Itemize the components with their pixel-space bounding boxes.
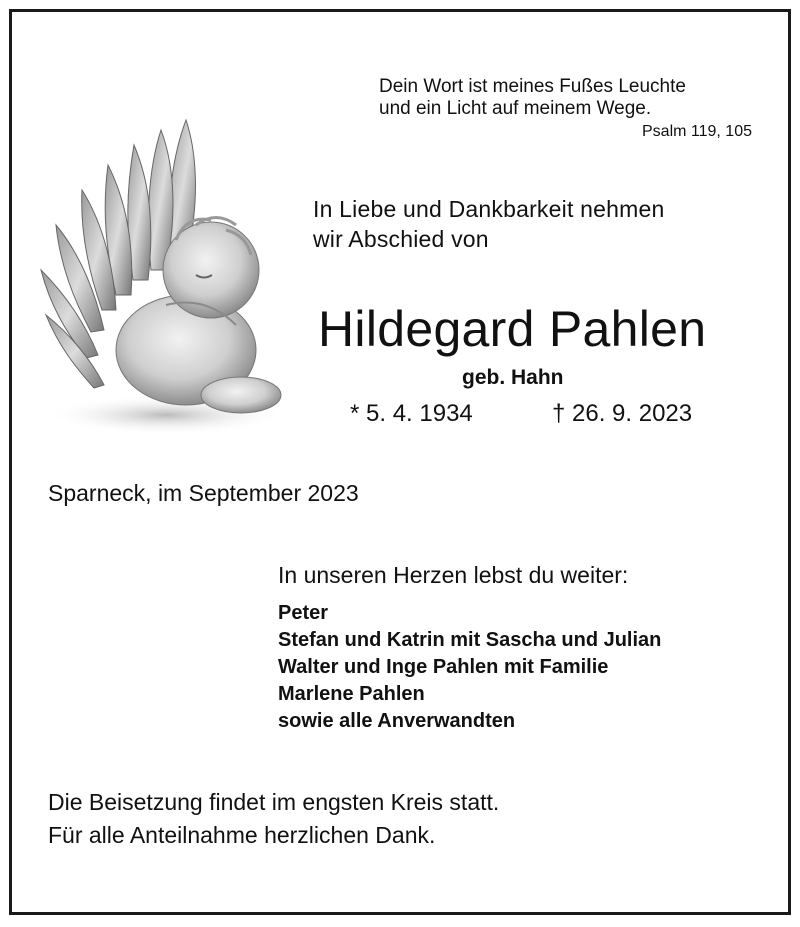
bible-verse bbox=[379, 76, 686, 120]
farewell-intro bbox=[313, 194, 664, 254]
mourner-item: Marlene Pahlen bbox=[278, 683, 425, 705]
funeral-note bbox=[48, 786, 499, 852]
mourner-item: Walter und Inge Pahlen mit Familie bbox=[278, 656, 609, 678]
deceased-name: Hildegard Pahlen bbox=[318, 301, 707, 357]
death-date: † 26. 9. 2023 bbox=[552, 400, 693, 427]
birth-date: * 5. 4. 1934 bbox=[350, 400, 473, 427]
mourner-item: Stefan und Katrin mit Sascha und Julian bbox=[278, 629, 662, 651]
birth-name: geb. Hahn bbox=[462, 366, 564, 389]
funeral-line-2: Für alle Anteilnahme herzlichen Dank. bbox=[48, 822, 436, 848]
angel-image bbox=[36, 110, 286, 440]
verse-reference: Psalm 119, 105 bbox=[642, 123, 752, 140]
verse-line-2: und ein Licht auf meinem Wege. bbox=[379, 98, 652, 119]
mourners-list bbox=[278, 600, 661, 735]
funeral-line-1: Die Beisetzung findet im engsten Kreis statt. bbox=[48, 789, 500, 815]
mourner-item: sowie alle Anverwandten bbox=[278, 710, 516, 732]
intro-line-2: wir Abschied von bbox=[313, 226, 489, 252]
verse-line-1: Dein Wort ist meines Fußes Leuchte bbox=[379, 76, 686, 97]
place-and-date: Sparneck, im September 2023 bbox=[48, 480, 359, 506]
mourner-item: Peter bbox=[278, 602, 329, 624]
heart-line: In unseren Herzen lebst du weiter: bbox=[278, 562, 629, 588]
intro-line-1: In Liebe und Dankbarkeit nehmen bbox=[313, 196, 665, 222]
